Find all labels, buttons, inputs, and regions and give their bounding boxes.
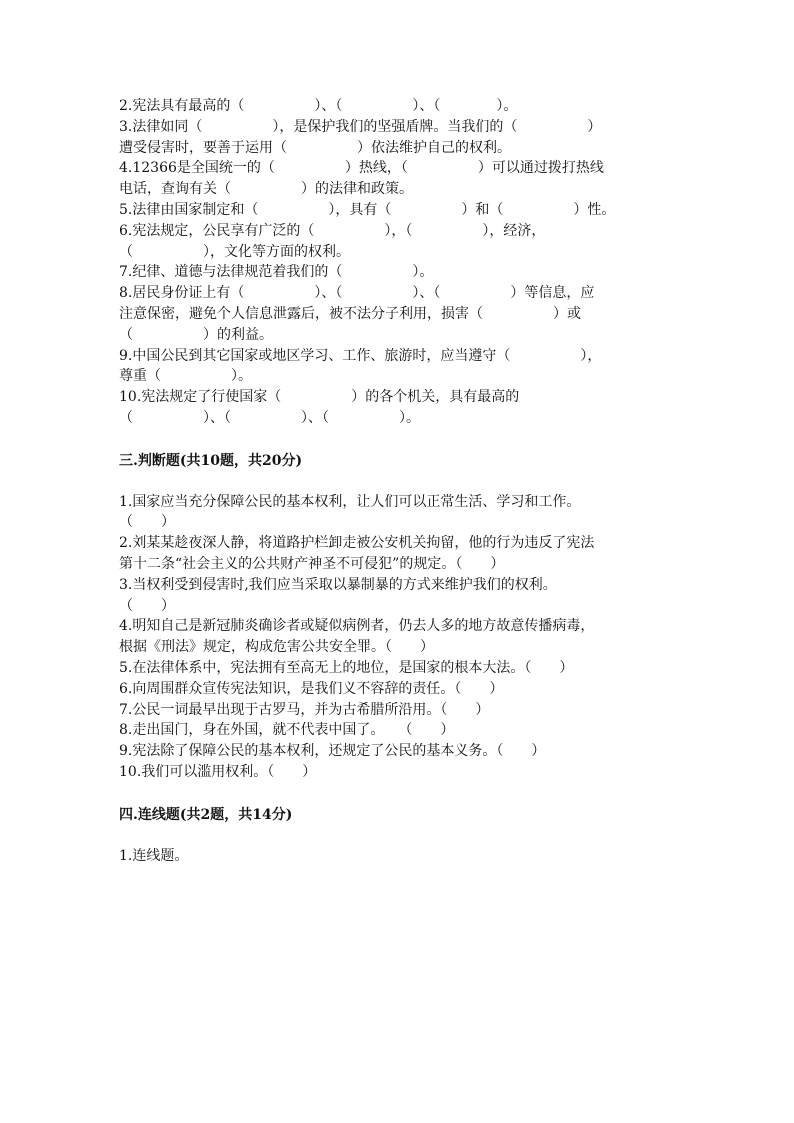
fill-in-line: 2.宪法具有最高的（ ）、（ ）、（ ）。 xyxy=(119,98,518,114)
judge-line: 9.宪法除了保障公民的基本权利，还规定了公民的基本义务。（ ） xyxy=(119,743,546,760)
matching-line: 1.连线题。 xyxy=(119,847,189,864)
fill-in-line: （ ），文化等方面的权利。 xyxy=(119,243,350,260)
fill-in-line: 尊重（ ）。 xyxy=(119,368,252,385)
matching-section xyxy=(119,805,689,867)
fill-in-line: 3.法律如同（ ），是保护我们的坚强盾牌。当我们的（ ） xyxy=(119,118,602,135)
judge-line: 8.走出国门，身在外国，就不代表中国了。 （ ） xyxy=(119,722,455,739)
fill-in-line: 10.宪法规定了行使国家（ ）的各个机关，具有最高的 xyxy=(119,389,520,406)
section-spacer xyxy=(119,429,689,451)
judge-line: 2.刘某某趁夜深人静，将道路护栏卸走被公安机关拘留，他的行为违反了宪法 xyxy=(119,535,595,552)
fill-in-line: 9.中国公民到其它国家或地区学习、工作、旅游时，应当遵守（ ）， xyxy=(119,347,602,364)
question-content xyxy=(119,96,689,866)
section-spacer xyxy=(119,783,689,805)
judge-section xyxy=(119,451,689,783)
heading-spacer xyxy=(119,826,689,846)
fill-in-line: （ ）、（ ）、（ ）。 xyxy=(119,409,420,426)
matching-section-heading: 四.连线题(共2题，共14分) xyxy=(119,806,293,823)
fill-in-line: （ ）的利益。 xyxy=(119,326,273,343)
heading-spacer xyxy=(119,472,689,492)
fill-in-line: 5.法律由国家制定和（ ），具有（ ）和（ ）性。 xyxy=(119,201,616,218)
fill-in-line: 7.纪律、道德与法律规范着我们的（ ）。 xyxy=(119,264,434,281)
judge-line: 3.当权利受到侵害时,我们应当采取以暴制暴的方式来维护我们的权利。 xyxy=(119,576,557,593)
fill-in-line: 电话，查询有关（ ）的法律和政策。 xyxy=(119,181,413,198)
judge-line: 第十二条“社会主义的公共财产神圣不可侵犯”的规定。（ ） xyxy=(119,555,505,572)
fill-in-line: 6.宪法规定，公民享有广泛的（ ），（ ），经济， xyxy=(119,222,546,239)
judge-line: 4.明知自己是新冠肺炎确诊者或疑似病例者，仍去人多的地方故意传播病毒， xyxy=(119,618,595,635)
judge-section-heading: 三.判断题(共10题，共20分) xyxy=(119,452,303,469)
fill-in-line: 8.居民身份证上有（ ）、（ ）、（ ）等信息，应 xyxy=(119,285,595,302)
fill-in-line: 遭受侵害时，要善于运用（ ）依法维护自己的权利。 xyxy=(119,139,511,156)
judge-line: 10.我们可以滥用权利。（ ） xyxy=(119,763,317,780)
judge-line: （ ） xyxy=(119,597,175,614)
judge-line: 1.国家应当充分保障公民的基本权利，让人们可以正常生活、学习和工作。 xyxy=(119,493,581,510)
judge-line: 5.在法律体系中，宪法拥有至高无上的地位，是国家的根本大法。（ ） xyxy=(119,659,574,676)
fill-in-line: 注意保密，避免个人信息泄露后，被不法分子利用，损害（ ）或 xyxy=(119,305,581,322)
judge-line: （ ） xyxy=(119,514,175,531)
fill-in-section xyxy=(119,96,689,429)
judge-line: 6.向周围群众宣传宪法知识，是我们义不容辞的责任。（ ） xyxy=(119,680,504,697)
fill-in-line: 4.12366是全国统一的（ ）热线，（ ）可以通过拨打热线 xyxy=(119,160,604,177)
judge-line: 7.公民一词最早出现于古罗马，并为古希腊所沿用。（ ） xyxy=(119,701,490,718)
judge-line: 根据《刑法》规定，构成危害公共安全罪。（ ） xyxy=(119,639,434,656)
